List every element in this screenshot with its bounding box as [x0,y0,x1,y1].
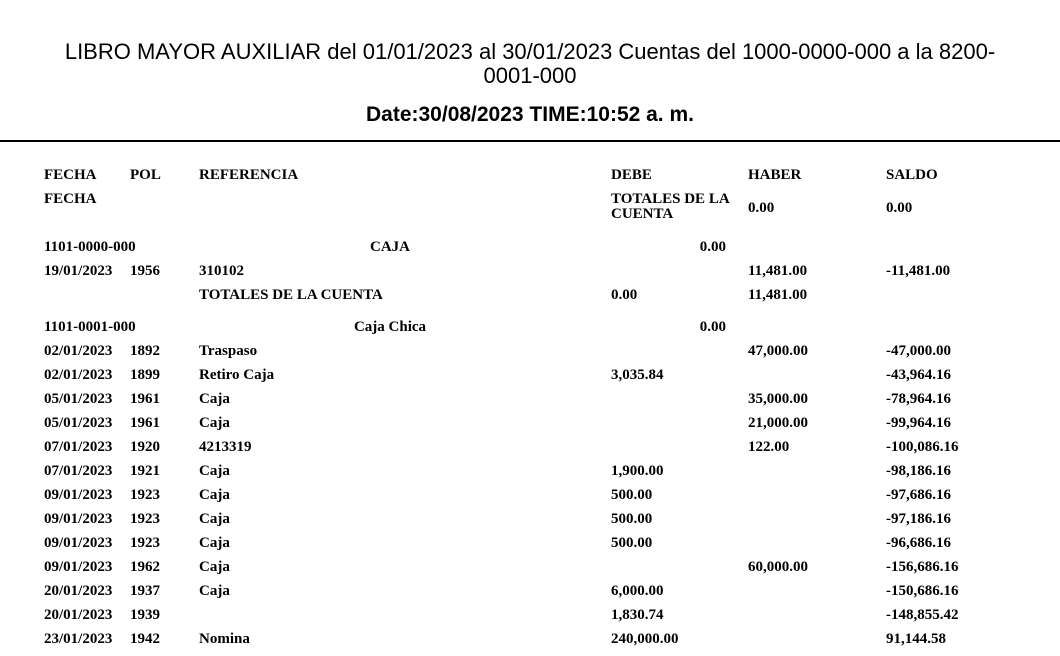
row-pol: 1920 [130,439,160,455]
row-debe: 500.00 [611,487,653,503]
row-saldo: -156,686.16 [886,559,959,575]
header-debe: DEBE [611,167,652,183]
row-haber: 21,000.00 [748,415,808,431]
row-debe: 6,000.00 [611,583,664,599]
header-referencia: REFERENCIA [199,167,299,183]
row-referencia: Caja [199,583,230,599]
row-referencia: Traspaso [199,343,258,359]
row-pol: 1939 [130,607,160,623]
row-debe: 1,830.74 [611,607,664,623]
report-title-line2: 0001-000 [483,63,577,88]
row-haber: 122.00 [748,439,790,455]
row-pol: 1956 [130,263,160,279]
row-saldo: -78,964.16 [886,391,951,407]
account-name: CAJA [370,239,410,255]
row-referencia: Nomina [199,631,250,647]
row-haber: 35,000.00 [748,391,808,407]
row-fecha: 23/01/2023 [44,631,113,647]
row-pol: 1923 [130,511,160,527]
row-referencia: Caja [199,463,230,479]
account-initial-balance: 0.00 [699,319,726,335]
row-pol: 1892 [130,343,160,359]
row-pol: 1942 [130,631,160,647]
row-pol: 1923 [130,535,160,551]
header-saldo-total: 0.00 [886,200,913,216]
header-fecha-secondary: FECHA [44,191,97,207]
row-fecha: 05/01/2023 [44,391,113,407]
row-referencia: 310102 [199,263,244,279]
row-fecha: 07/01/2023 [44,463,113,479]
row-referencia: Caja [199,487,230,503]
account-totals-debe: 0.00 [611,287,638,303]
row-pol: 1921 [130,463,160,479]
row-pol: 1899 [130,367,160,383]
row-haber: 47,000.00 [748,343,808,359]
row-fecha: 20/01/2023 [44,607,113,623]
row-fecha: 09/01/2023 [44,511,113,527]
account-initial-balance: 0.00 [699,239,726,255]
row-referencia: Caja [199,511,230,527]
row-pol: 1961 [130,391,160,407]
row-fecha: 09/01/2023 [44,487,113,503]
row-saldo: -98,186.16 [886,463,951,479]
account-code: 1101-0000-000 [44,239,136,255]
header-fecha: FECHA [44,167,97,183]
row-referencia: Retiro Caja [199,367,275,383]
header-saldo: SALDO [886,167,938,183]
row-haber: 11,481.00 [748,263,808,279]
row-saldo: -97,686.16 [886,487,951,503]
row-saldo: -150,686.16 [886,583,959,599]
row-debe: 240,000.00 [611,631,679,647]
header-haber-total: 0.00 [748,200,775,216]
row-fecha: 02/01/2023 [44,343,113,359]
header-pol: POL [130,167,161,183]
row-debe: 1,900.00 [611,463,664,479]
row-fecha: 05/01/2023 [44,415,113,431]
row-pol: 1937 [130,583,160,599]
row-referencia: Caja [199,415,230,431]
row-debe: 3,035.84 [611,367,664,383]
row-fecha: 07/01/2023 [44,439,113,455]
row-saldo: -43,964.16 [886,367,951,383]
row-pol: 1923 [130,487,160,503]
row-fecha: 02/01/2023 [44,367,113,383]
row-saldo: -97,186.16 [886,511,951,527]
account-name: Caja Chica [353,319,427,335]
row-referencia: 4213319 [199,439,252,455]
row-saldo: -96,686.16 [886,535,951,551]
row-fecha: 09/01/2023 [44,559,113,575]
row-pol: 1962 [130,559,160,575]
row-saldo: -148,855.42 [886,607,959,623]
row-saldo: -100,086.16 [886,439,959,455]
account-totals-haber: 11,481.00 [748,287,808,303]
account-totals-label: TOTALES DE LA CUENTA [199,287,383,303]
account-code: 1101-0001-000 [44,319,136,335]
row-fecha: 09/01/2023 [44,535,113,551]
row-referencia: Caja [199,391,230,407]
row-haber: 60,000.00 [748,559,808,575]
row-saldo: -47,000.00 [886,343,951,359]
header-haber: HABER [748,167,802,183]
row-saldo: 91,144.58 [886,631,946,647]
row-fecha: 20/01/2023 [44,583,113,599]
row-pol: 1961 [130,415,160,431]
row-saldo: -99,964.16 [886,415,951,431]
row-fecha: 19/01/2023 [44,263,113,279]
row-referencia: Caja [199,559,230,575]
report-datetime: Date:30/08/2023 TIME:10:52 a. m. [365,103,694,126]
header-totales-label: TOTALES DE LA CUENTA [611,191,729,222]
row-debe: 500.00 [611,511,653,527]
report-title-line1: LIBRO MAYOR AUXILIAR del 01/01/2023 al 30/01/2023 Cuentas del 1000-0000-000 a la 8200- [64,39,996,64]
row-referencia: Caja [199,535,230,551]
row-debe: 500.00 [611,535,653,551]
row-saldo: -11,481.00 [886,263,951,279]
